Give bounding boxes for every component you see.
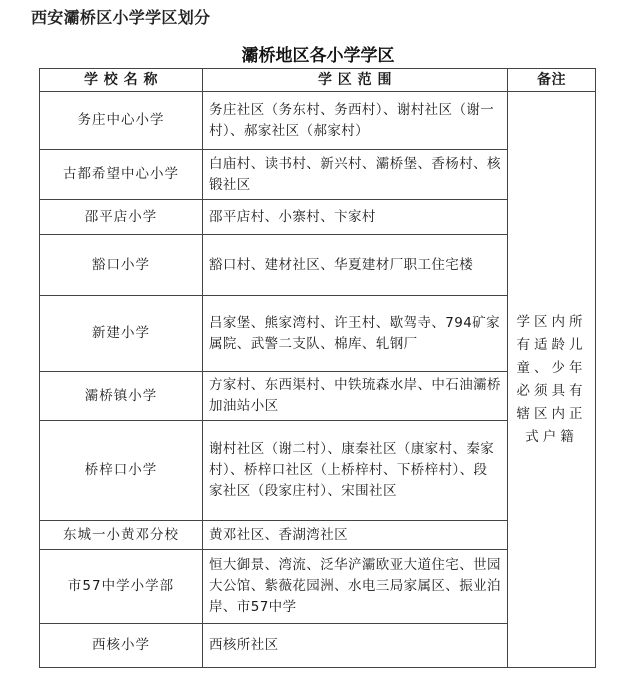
school-name: 古都希望中心小学 <box>40 150 203 200</box>
district-range: 黄邓社区、香湖湾社区 <box>203 521 508 550</box>
header-row <box>40 69 596 92</box>
school-name: 市57中学小学部 <box>40 550 203 624</box>
school-name: 邵平店小学 <box>40 200 203 235</box>
school-name: 灞桥镇小学 <box>40 372 203 421</box>
district-range: 方家村、东西渠村、中铁琉森水岸、中石油灞桥加油站小区 <box>203 372 508 421</box>
district-range: 谢村社区（谢二村）、康秦社区（康家村、秦家村）、桥梓口社区（上桥梓村、下桥梓村）、段家社区（段家庄村）、宋围社区 <box>203 421 508 521</box>
table-title: 灞桥地区各小学学区 <box>241 46 395 66</box>
district-range: 豁口村、建材社区、华夏建材厂职工住宅楼 <box>203 235 508 296</box>
school-name: 西核小学 <box>40 624 203 668</box>
district-range: 白庙村、读书村、新兴村、灞桥堡、香杨村、核锻社区 <box>203 150 508 200</box>
district-range: 邵平店村、小寨村、卞家村 <box>203 200 508 235</box>
district-range: 恒大御景、湾流、泛华浐灞欧亚大道住宅、世园大公馆、紫薇花园洲、水电三局家属区、振业泊岸、市57中学 <box>203 550 508 624</box>
school-name: 豁口小学 <box>40 235 203 296</box>
residency-note: 学区内所有适龄儿童、少年必须具有辖区内正式户籍 <box>508 92 596 668</box>
district-range: 务庄社区（务东村、务西村）、谢村社区（谢一村）、郝家社区（郝家村） <box>203 92 508 150</box>
district-range: 吕家堡、熊家湾村、许王村、歇驾寺、794矿家属院、武警二支队、棉库、轧钢厂 <box>203 296 508 372</box>
table-row <box>40 92 596 150</box>
school-district-table <box>39 68 596 668</box>
header-note: 备注 <box>508 69 596 92</box>
header-district-range: 学 区 范 围 <box>203 69 508 92</box>
school-name: 新建小学 <box>40 296 203 372</box>
header-school-name: 学 校 名 称 <box>40 69 203 92</box>
school-name: 桥梓口小学 <box>40 421 203 521</box>
page-heading: 西安灞桥区小学学区划分 <box>31 8 211 27</box>
school-name: 东城一小黄邓分校 <box>40 521 203 550</box>
district-range: 西核所社区 <box>203 624 508 668</box>
school-name: 务庄中心小学 <box>40 92 203 150</box>
